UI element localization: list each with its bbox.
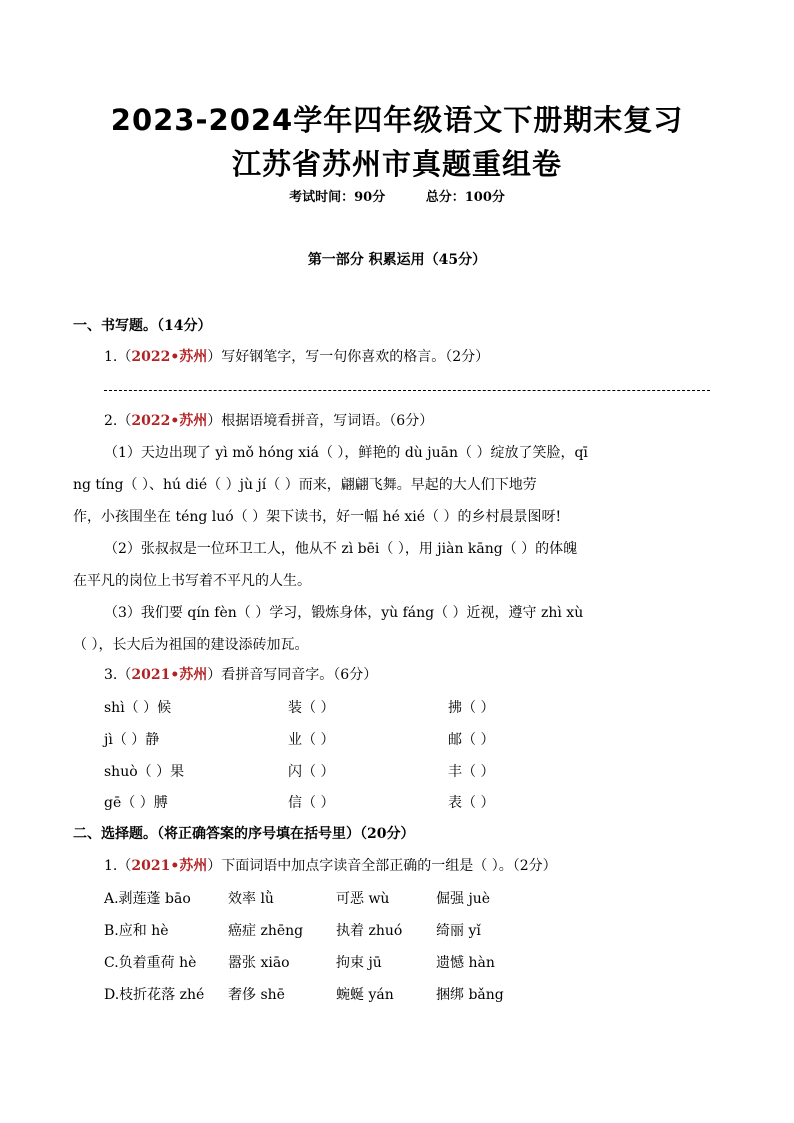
option-c-word: 拘束 jū	[336, 955, 382, 971]
q3-cell: 拂（ ）	[448, 700, 495, 716]
question-1-3: 3.（2021•苏州）看拼音写同音字。（6分）	[104, 667, 378, 683]
source-tag: 2021•苏州	[131, 667, 208, 683]
source-tag: 2021•苏州	[131, 858, 208, 874]
question-1-1: 1.（2022•苏州）写好钢笔字，写一句你喜欢的格言。（2分）	[104, 349, 490, 365]
q2-line-1: （1）天边出现了 yì mǒ hóng xiá（ ），鲜艳的 dù juān（ ）绽放了笑脸，qī	[104, 445, 588, 461]
option-c-word: 嚣张 xiāo	[228, 955, 290, 971]
option-b: B.应和 hè	[104, 923, 169, 939]
q3-cell: 闪（ ）	[288, 764, 335, 780]
q3-cell: 邮（ ）	[448, 732, 495, 748]
q2-line-4: （2）张叔叔是一位环卫工人，他从不 zì bēi（ ），用 jiàn kāng（ ）的体魄	[104, 541, 578, 557]
q2-line-5: 在平凡的岗位上书写着不平凡的人生。	[73, 573, 311, 589]
section1-heading: 一、书写题。（14分）	[73, 318, 212, 334]
q3-cell: shì（ ）候	[104, 700, 172, 716]
option-d-word: 蜿蜒 yán	[336, 987, 394, 1003]
option-a: A.剥莲蓬 bāo	[104, 891, 191, 907]
part-heading: 第一部分 积累运用（45分）	[307, 252, 487, 268]
q3-cell: shuò（ ）果	[104, 764, 185, 780]
option-d-word: 奢侈 shē	[228, 987, 285, 1003]
exam-meta	[0, 186, 794, 205]
q3-cell: jì（ ）静	[104, 732, 160, 748]
section2-heading: 二、选择题。（将正确答案的序号填在括号里）（20分）	[73, 826, 415, 842]
question-2-1: 1.（2021•苏州）下面词语中加点字读音全部正确的一组是（ ）。（2分）	[104, 858, 557, 874]
option-c: C.负着重荷 hè	[104, 955, 197, 971]
q3-cell: 业（ ）	[288, 732, 335, 748]
answer-line	[104, 390, 710, 391]
source-tag: 2022•苏州	[131, 413, 208, 429]
option-c-word: 遗憾 hàn	[436, 955, 495, 971]
option-d-word: 捆绑 bǎng	[436, 987, 504, 1003]
option-a-word: 倔强 juè	[436, 891, 491, 907]
option-b-word: 癌症 zhēng	[228, 923, 304, 939]
exam-time: 考试时间：90分	[289, 190, 386, 205]
option-a-word: 可恶 wù	[336, 891, 390, 907]
question-1-2: 2.（2022•苏州）根据语境看拼音，写词语。（6分）	[104, 413, 434, 429]
option-b-word: 绮丽 yǐ	[436, 923, 481, 939]
option-b-word: 执着 zhuó	[336, 923, 403, 939]
source-tag: 2022•苏州	[131, 349, 208, 365]
q2-line-2: ng tíng（ ）、hú dié（ ）jù jí（ ）而来，翩翩飞舞。早起的大人们下地劳	[73, 477, 537, 493]
option-d: D.枝折花落 zhé	[104, 987, 205, 1003]
exam-subtitle: 江苏省苏州市真题重组卷	[231, 147, 562, 181]
q3-cell: 信（ ）	[288, 795, 335, 811]
q3-cell: gē（ ）膊	[104, 795, 168, 811]
q3-cell: 表（ ）	[448, 795, 495, 811]
exam-title: 2023-2024学年四年级语文下册期末复习	[110, 103, 684, 137]
q2-line-3: 作，小孩围坐在 téng luó（ ）架下读书，好一幅 hé xié（ ）的乡村晨景图呀!	[73, 509, 562, 525]
option-a-word: 效率 lǜ	[228, 891, 274, 907]
q3-cell: 装（ ）	[288, 700, 335, 716]
q3-cell: 丰（ ）	[448, 764, 495, 780]
q2-line-6: （3）我们要 qín fèn（ ）学习，锻炼身体，yù fáng（ ）近视，遵守 zhì xù	[104, 605, 584, 621]
q2-line-7: （ ），长大后为祖国的建设添砖加瓦。	[73, 637, 309, 653]
total-score: 总分：100分	[425, 190, 505, 205]
